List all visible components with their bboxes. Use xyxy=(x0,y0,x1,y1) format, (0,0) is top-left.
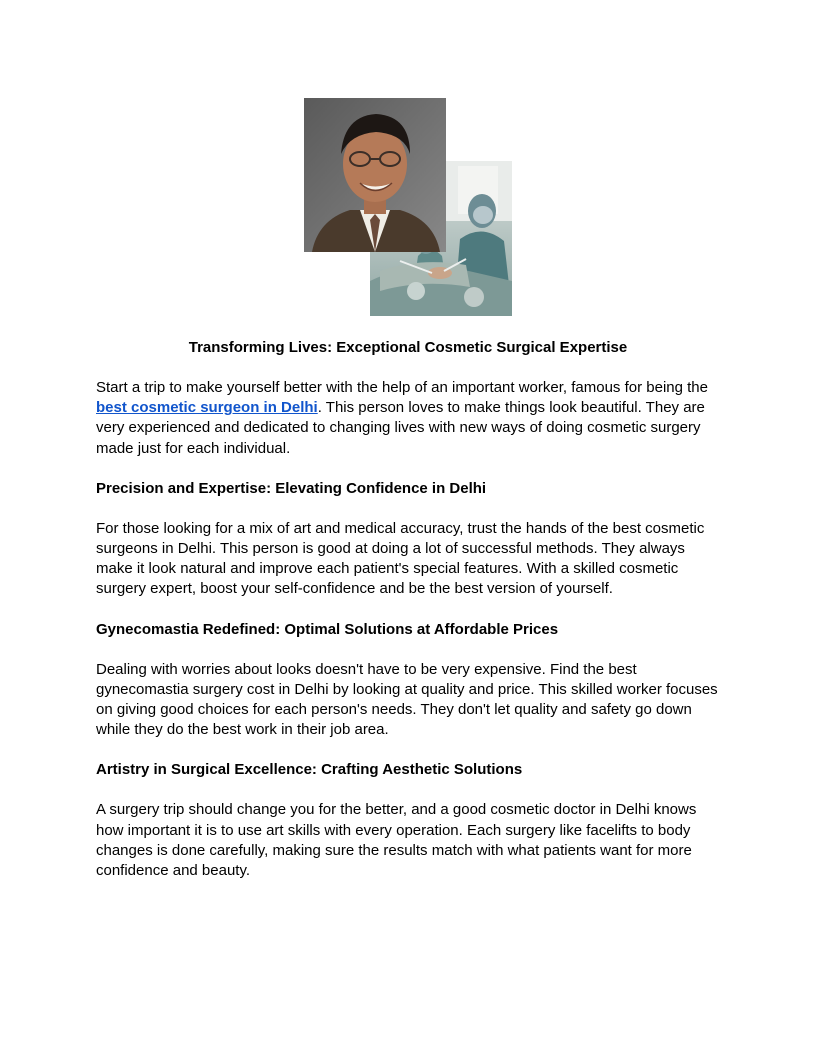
intro-paragraph xyxy=(96,378,720,459)
document-page xyxy=(96,96,720,881)
section-body-gynecomastia: Dealing with worries about looks doesn't have to be very expensive. Find the best gynecomastia surgery cost in Delhi by looking at quality and price. This skilled worker focuses on giving good choices for each person's needs. They don't let quality and safety go down while they do the best work in their job area. xyxy=(96,660,718,739)
section-heading-precision: Precision and Expertise: Elevating Confidence in Delhi xyxy=(96,479,487,497)
best-cosmetic-surgeon-link[interactable]: best cosmetic surgeon in Delhi xyxy=(96,399,318,417)
section-body-artistry: A surgery trip should change you for the better, and a good cosmetic doctor in Delhi knows how important it is to use art skills with every operation. Each surgery like facelifts to body changes is done carefully, making sure the results match with what patients want for more confidence and beauty. xyxy=(96,801,697,880)
document-title: Transforming Lives: Exceptional Cosmetic Surgical Expertise xyxy=(188,339,628,356)
section-heading-gynecomastia: Gynecomastia Redefined: Optimal Solutions at Affordable Prices xyxy=(96,620,559,638)
section-body-precision: For those looking for a mix of art and medical accuracy, trust the hands of the best cosmetic surgeons in Delhi. This person is good at doing a lot of successful methods. They always make it look natural and improve each patient's special features. With a skilled cosmetic surgery expert, boost your self-confidence and be the best version of yourself. xyxy=(96,519,705,598)
intro-text-before-link: Start a trip to make yourself better with the help of an important worker, famous for being the xyxy=(96,379,708,396)
header-image-collage xyxy=(304,98,514,316)
surgeon-portrait-photo xyxy=(304,98,446,252)
section-heading-artistry: Artistry in Surgical Excellence: Crafting Aesthetic Solutions xyxy=(96,761,523,779)
intro-text-after-link: . This person loves to make things look beautiful. They are very experienced and dedicated to changing lives with new ways of doing cosmetic surgery made just for each individual. xyxy=(96,399,705,457)
